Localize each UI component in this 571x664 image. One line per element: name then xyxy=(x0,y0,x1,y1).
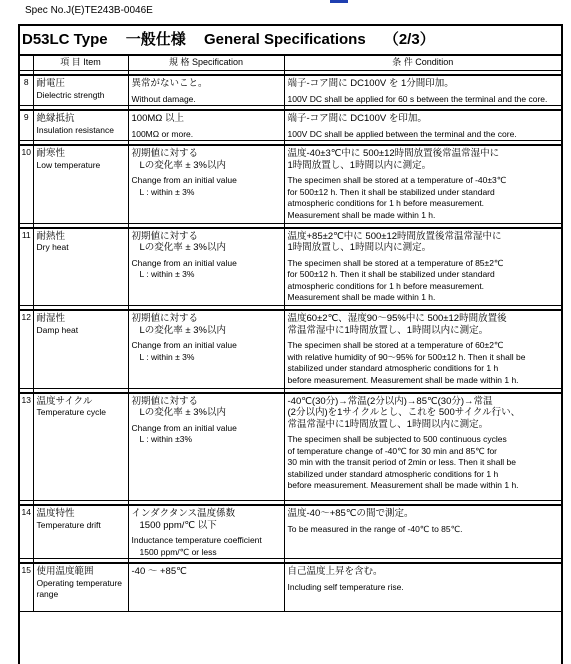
specification-cell xyxy=(128,505,284,559)
header-accent-mark xyxy=(330,0,348,3)
condition-jp-block xyxy=(288,564,559,580)
spec-jp-block xyxy=(132,394,281,421)
condition-jp-block xyxy=(288,394,559,433)
item-name-jp: 使用温度範囲 xyxy=(36,566,94,577)
title-model: D53LC Type xyxy=(22,31,108,48)
specification-cell xyxy=(128,563,284,611)
spec-en-block xyxy=(132,340,281,363)
condition-line-en: Including self temperature rise. xyxy=(287,581,404,592)
condition-line-en: for 500±12 h. Then it shall be stabilized under standard xyxy=(287,269,495,279)
condition-cell xyxy=(284,393,561,501)
row-number: 8 xyxy=(20,75,33,106)
row-number: 12 xyxy=(20,310,33,388)
condition-line-en: Measurement shall be made within 1 h. xyxy=(287,209,436,220)
row-number: 11 xyxy=(20,228,33,306)
spec-line-jp: Lの変化率 ± 3%以内 xyxy=(139,159,227,171)
condition-en-block xyxy=(288,175,559,221)
item-cell xyxy=(33,393,128,501)
item-name-en: Temperature cycle xyxy=(36,407,106,417)
spec-line-jp: Lの変化率 ± 3%以内 xyxy=(139,242,227,253)
spec-line-en: L : within ± 3% xyxy=(139,351,195,362)
spec-row xyxy=(20,75,561,106)
condition-line-en: atmospheric conditions for 1 h before measurement. xyxy=(287,198,485,208)
specification-cell xyxy=(128,393,284,501)
header-spec: 規 格 Specification xyxy=(128,56,284,71)
condition-line-en: The specimen shall be subjected to 500 continuous cycles xyxy=(287,434,507,444)
spec-jp-block xyxy=(132,76,281,92)
item-name-jp: 耐湿性 xyxy=(36,313,66,324)
condition-cell xyxy=(284,110,561,141)
condition-line-en: stabilized under standard atmospheric conditions for 1 h xyxy=(287,363,499,373)
specification-cell xyxy=(128,110,284,141)
item-content xyxy=(37,311,125,338)
spec-number: Spec No.J(E)TE243B-0046E xyxy=(25,5,153,16)
condition-cell xyxy=(284,145,561,223)
row-number: 9 xyxy=(20,110,33,141)
spec-line-en: Change from an initial value xyxy=(131,257,237,268)
condition-en-block xyxy=(288,524,559,536)
spec-line-en: Change from an initial value xyxy=(131,340,237,350)
condition-line-jp: 端子-コア間に DC100V を印加。 xyxy=(287,113,427,124)
row-number: 10 xyxy=(20,145,33,223)
title-jp: 一般仕様 xyxy=(125,31,186,48)
spec-row xyxy=(20,110,561,141)
item-cell xyxy=(33,310,128,388)
spec-line-jp: 1500 ppm/℃ 以下 xyxy=(139,519,217,531)
condition-line-jp: -40℃(30分)→常温(2分以内)→85℃(30分)→常温 xyxy=(287,395,493,407)
spec-sheet xyxy=(18,24,563,664)
spec-line-jp: インダクタンス温度係数 xyxy=(131,508,236,519)
condition-jp-block xyxy=(288,76,559,92)
item-content xyxy=(37,229,125,256)
item-cell xyxy=(33,110,128,141)
item-name-jp: 温度特性 xyxy=(36,508,75,519)
title-page: （2/3） xyxy=(383,31,435,48)
item-name-en: Damp heat xyxy=(36,324,79,335)
spec-line-jp: 初期値に対する xyxy=(131,313,199,324)
spec-jp-block xyxy=(132,506,281,533)
condition-line-jp: 温度+85±2℃中に 500±12時間放置後常温常湿中に xyxy=(287,230,502,242)
condition-jp-block xyxy=(288,506,559,522)
condition-line-en: 100V DC shall be applied for 60 s between the terminal and the core. xyxy=(287,93,548,104)
item-content xyxy=(37,76,125,103)
spec-line-en: 100MΩ or more. xyxy=(131,128,194,139)
spec-jp-block xyxy=(132,229,281,256)
condition-line-en: 100V DC shall be applied between the terminal and the core. xyxy=(287,128,517,139)
condition-line-jp: (2分以内)を1サイクルとし、これを 500サイクル行い、 xyxy=(287,407,521,418)
item-name-en: Insulation resistance xyxy=(36,124,114,135)
item-name-en: Low temperature xyxy=(36,159,101,170)
condition-line-en: The specimen shall be stored at a temperature of -40±3℃ xyxy=(287,175,507,185)
header-condition: 条 件 Condition xyxy=(284,56,561,71)
spec-en-block xyxy=(132,535,281,558)
spec-en-block xyxy=(132,129,281,141)
header-no-cell xyxy=(20,56,33,71)
row-number: 14 xyxy=(20,505,33,559)
condition-line-jp: 常温常湿中に1時間放置し、1時間以内に測定。 xyxy=(287,418,489,430)
condition-line-jp: 1時間放置し、1時間以内に測定。 xyxy=(287,242,432,253)
item-name-en: Dielectric strength xyxy=(36,89,105,100)
condition-line-jp: 温度-40±3℃中に 500±12時間放置後常温常湿中に xyxy=(287,148,500,159)
spec-line-en: Without damage. xyxy=(131,93,196,104)
condition-line-jp: 自己温度上昇を含む。 xyxy=(287,566,383,577)
item-name-jp: 絶縁抵抗 xyxy=(36,113,75,124)
spec-en-block xyxy=(132,94,281,106)
spec-row xyxy=(20,563,561,611)
item-cell xyxy=(33,563,128,611)
condition-line-en: before measurement. Measurement shall be made within 1 h. xyxy=(287,480,519,490)
spec-line-en: Change from an initial value xyxy=(131,422,237,433)
condition-en-block xyxy=(288,258,559,304)
specification-cell xyxy=(128,310,284,388)
condition-line-jp: 常温常湿中に1時間放置し、1時間以内に測定。 xyxy=(287,324,489,336)
spec-jp-block xyxy=(132,111,281,127)
spec-line-jp: 初期値に対する xyxy=(131,395,199,407)
spec-row xyxy=(20,505,561,559)
item-content xyxy=(37,564,125,603)
spec-line-en: L : within ±3% xyxy=(139,434,193,444)
condition-line-en: Measurement shall be made within 1 h. xyxy=(287,292,436,302)
condition-line-en: To be measured in the range of -40℃ to 85℃. xyxy=(287,523,463,534)
condition-en-block xyxy=(288,340,559,386)
spec-line-jp: Lの変化率 ± 3%以内 xyxy=(139,324,227,336)
condition-jp-block xyxy=(288,229,559,256)
item-cell xyxy=(33,145,128,223)
condition-cell xyxy=(284,75,561,106)
condition-cell xyxy=(284,563,561,611)
condition-line-jp: 1時間放置し、1時間以内に測定。 xyxy=(287,159,432,171)
spec-line-en: 1500 ppm/℃ or less xyxy=(139,546,217,557)
row-number: 13 xyxy=(20,393,33,501)
spec-row xyxy=(20,145,561,223)
item-name-jp: 耐電圧 xyxy=(36,78,66,89)
item-name-jp: 耐寒性 xyxy=(36,148,66,159)
item-name-en: Dry heat xyxy=(36,242,69,252)
spec-en-block xyxy=(132,175,281,198)
condition-line-en: for 500±12 h. Then it shall be stabilized under standard xyxy=(287,186,495,197)
condition-line-jp: 温度60±2℃、湿度90～95%中に 500±12時間放置後 xyxy=(287,313,507,324)
title-en: General Specifications xyxy=(203,31,366,48)
item-content xyxy=(37,146,125,173)
spec-en-block xyxy=(132,258,281,281)
condition-line-en: The specimen shall be stored at a temperature of 60±2℃ xyxy=(287,340,504,350)
spec-line-en: L : within ± 3% xyxy=(139,269,195,279)
spec-line-jp: 100MΩ 以上 xyxy=(131,113,185,124)
item-content xyxy=(37,506,125,533)
condition-line-en: stabilized under standard atmospheric conditions for 1 h xyxy=(287,468,499,479)
spec-line-en: L : within ± 3% xyxy=(139,186,195,197)
spec-line-jp: Lの変化率 ± 3%以内 xyxy=(139,407,227,418)
item-name-jp: 耐熱性 xyxy=(36,230,66,242)
condition-cell xyxy=(284,228,561,306)
condition-cell xyxy=(284,505,561,559)
condition-en-block xyxy=(288,129,559,141)
spec-line-en: Change from an initial value xyxy=(131,175,237,185)
condition-line-en: atmospheric conditions for 1 h before measurement. xyxy=(287,280,485,291)
item-cell xyxy=(33,228,128,306)
item-cell xyxy=(33,75,128,106)
condition-line-jp: 端子-コア間に DC100V を 1分間印加。 xyxy=(287,78,454,89)
item-content xyxy=(37,394,125,421)
condition-jp-block xyxy=(288,311,559,338)
condition-line-en: The specimen shall be stored at a temperature of 85±2℃ xyxy=(287,257,504,268)
spec-row xyxy=(20,310,561,388)
specification-cell xyxy=(128,228,284,306)
item-name-jp: 温度サイクル xyxy=(36,395,93,407)
condition-jp-block xyxy=(288,111,559,127)
specification-cell xyxy=(128,75,284,106)
spec-line-jp: 初期値に対する xyxy=(131,148,199,159)
condition-line-en: with relative humidity of 90～95% for 500±12 h. Then it shall be xyxy=(287,351,526,362)
condition-cell xyxy=(284,310,561,388)
spec-row xyxy=(20,228,561,306)
spec-table xyxy=(20,56,561,612)
spec-row xyxy=(20,393,561,501)
spec-jp-block xyxy=(132,146,281,173)
item-name-en: Operating temperature range xyxy=(36,577,123,599)
spec-jp-block xyxy=(132,564,281,580)
condition-line-en: before measurement. Measurement shall be made within 1 h. xyxy=(287,374,519,385)
spec-line-jp: -40 ～ +85℃ xyxy=(131,566,187,577)
spec-jp-block xyxy=(132,311,281,338)
spec-line-jp: 初期値に対する xyxy=(131,230,199,242)
item-name-en: Temperature drift xyxy=(36,519,101,530)
condition-en-block xyxy=(288,94,559,106)
spec-en-block xyxy=(132,423,281,446)
condition-line-jp: 温度-40～+85℃の間で測定。 xyxy=(287,508,414,519)
spec-line-en: Inductance temperature coefficient xyxy=(131,535,262,545)
spec-line-jp: 異常がないこと。 xyxy=(131,78,208,89)
item-cell xyxy=(33,505,128,559)
item-content xyxy=(37,111,125,138)
condition-en-block xyxy=(288,582,559,594)
condition-line-en: 30 min with the transit period of 2min or less. Then it shall be xyxy=(287,457,517,467)
sheet-title xyxy=(20,26,561,56)
row-number: 15 xyxy=(20,563,33,611)
header-item: 項 目 Item xyxy=(33,56,128,71)
condition-jp-block xyxy=(288,146,559,173)
condition-line-en: of temperature change of -40℃ for 30 min and 85℃ for xyxy=(287,445,498,456)
condition-en-block xyxy=(288,434,559,492)
table-header-row xyxy=(20,56,561,71)
specification-cell xyxy=(128,145,284,223)
